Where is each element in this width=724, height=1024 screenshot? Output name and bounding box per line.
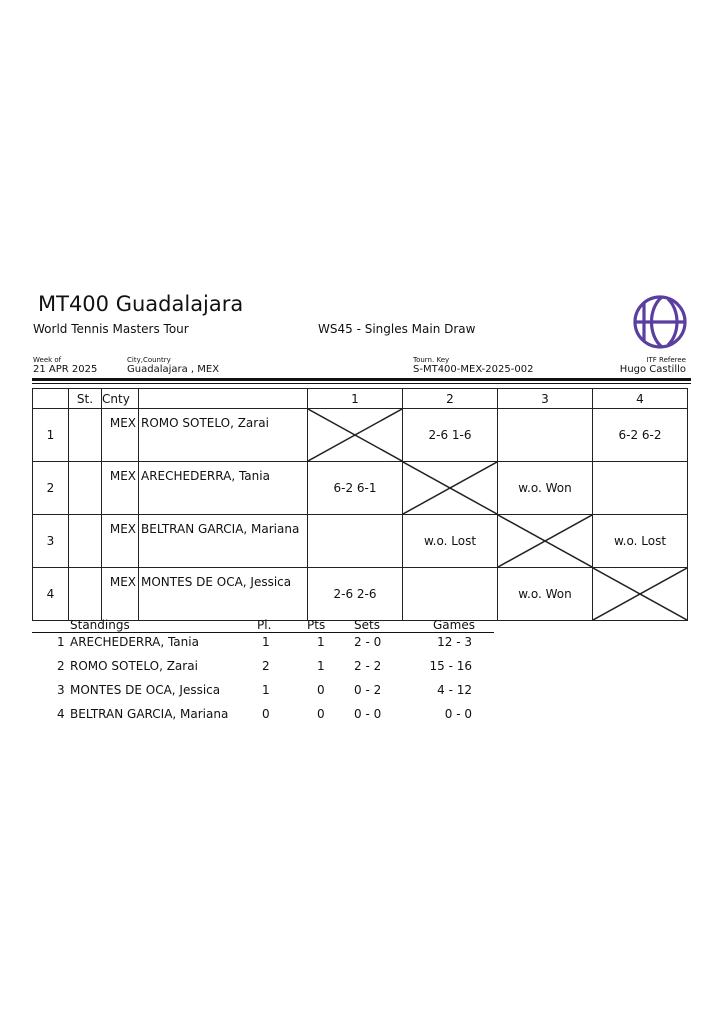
self-match-cell bbox=[308, 409, 403, 462]
week-label: Week of bbox=[33, 356, 62, 364]
standings-played: 0 bbox=[262, 707, 270, 721]
draw-header-col-4: 4 bbox=[593, 389, 688, 409]
match-result bbox=[403, 568, 498, 621]
standings-games: 4 - 12 bbox=[437, 683, 472, 697]
player-seed: 3 bbox=[33, 515, 69, 568]
player-seed: 4 bbox=[33, 568, 69, 621]
tour-name: World Tennis Masters Tour bbox=[33, 322, 189, 336]
standings-games: 15 - 16 bbox=[429, 659, 472, 673]
match-result: 6-2 6-1 bbox=[308, 462, 403, 515]
referee-label: ITF Referee bbox=[646, 356, 686, 364]
tournament-title: MT400 Guadalajara bbox=[38, 292, 244, 316]
standings-rank: 4 bbox=[57, 707, 65, 721]
player-name: ROMO SOTELO, Zarai bbox=[139, 409, 308, 462]
standings-points: 0 bbox=[317, 707, 325, 721]
match-result: 2-6 2-6 bbox=[308, 568, 403, 621]
standings-header-pts: Pts bbox=[307, 618, 326, 632]
standings-played: 2 bbox=[262, 659, 270, 673]
player-seed: 1 bbox=[33, 409, 69, 462]
match-result bbox=[498, 409, 593, 462]
standings-played: 1 bbox=[262, 635, 270, 649]
standings-header-name: Standings bbox=[70, 618, 130, 632]
standings-rank: 2 bbox=[57, 659, 65, 673]
player-row bbox=[33, 409, 688, 462]
standings-header-sets: Sets bbox=[354, 618, 380, 632]
draw-header-col-2: 2 bbox=[403, 389, 498, 409]
player-status bbox=[69, 568, 102, 621]
standings-games: 0 - 0 bbox=[444, 707, 472, 721]
standings-player-name: MONTES DE OCA, Jessica bbox=[70, 683, 221, 697]
city-label: City,Country bbox=[127, 356, 171, 364]
draw-header-col-3: 3 bbox=[498, 389, 593, 409]
draw-header-row bbox=[33, 389, 688, 409]
draw-header-num bbox=[33, 389, 69, 409]
standings-player-name: ROMO SOTELO, Zarai bbox=[70, 659, 198, 673]
week-value: 21 APR 2025 bbox=[33, 364, 98, 375]
player-name: BELTRAN GARCIA, Mariana bbox=[139, 515, 308, 568]
city-value: Guadalajara , MEX bbox=[127, 364, 220, 375]
standings-played: 1 bbox=[262, 683, 270, 697]
standings-games: 12 - 3 bbox=[437, 635, 472, 649]
draw-header-st: St. bbox=[69, 389, 102, 409]
cross-out-icon bbox=[403, 462, 497, 514]
player-row bbox=[33, 515, 688, 568]
player-name: MONTES DE OCA, Jessica bbox=[139, 568, 308, 621]
match-result: w.o. Won bbox=[498, 462, 593, 515]
match-result: w.o. Won bbox=[498, 568, 593, 621]
standings-player-name: BELTRAN GARCIA, Mariana bbox=[70, 707, 229, 721]
match-result bbox=[593, 462, 688, 515]
key-value: S-MT400-MEX-2025-002 bbox=[413, 364, 534, 375]
player-row bbox=[33, 462, 688, 515]
player-row bbox=[33, 568, 688, 621]
self-match-cell bbox=[403, 462, 498, 515]
cross-out-icon bbox=[593, 568, 687, 620]
draw-header-col-1: 1 bbox=[308, 389, 403, 409]
self-match-cell bbox=[498, 515, 593, 568]
standings-header-games: Games bbox=[433, 618, 475, 632]
header-divider-thin bbox=[32, 383, 691, 384]
event-name: WS45 - Singles Main Draw bbox=[318, 322, 476, 336]
player-country: MEX bbox=[102, 568, 139, 621]
standings-sets: 0 - 2 bbox=[354, 683, 382, 697]
header-divider bbox=[32, 378, 691, 381]
standings-divider bbox=[32, 632, 494, 633]
player-name: ARECHEDERRA, Tania bbox=[139, 462, 308, 515]
standings-points: 0 bbox=[317, 683, 325, 697]
player-country: MEX bbox=[102, 409, 139, 462]
player-country: MEX bbox=[102, 462, 139, 515]
self-match-cell bbox=[593, 568, 688, 621]
standings-rank: 3 bbox=[57, 683, 65, 697]
match-result bbox=[308, 515, 403, 568]
standings-rank: 1 bbox=[57, 635, 65, 649]
standings-sets: 0 - 0 bbox=[354, 707, 382, 721]
match-result: 2-6 1-6 bbox=[403, 409, 498, 462]
cross-out-icon bbox=[308, 409, 402, 461]
player-seed: 2 bbox=[33, 462, 69, 515]
standings-sets: 2 - 0 bbox=[354, 635, 382, 649]
player-status bbox=[69, 515, 102, 568]
standings-header-pl: Pl. bbox=[257, 618, 272, 632]
referee-value: Hugo Castillo bbox=[619, 364, 686, 375]
draw-header-name bbox=[139, 389, 308, 409]
standings-points: 1 bbox=[317, 659, 325, 673]
match-result: w.o. Lost bbox=[593, 515, 688, 568]
standings-points: 1 bbox=[317, 635, 325, 649]
match-result: w.o. Lost bbox=[403, 515, 498, 568]
match-result: 6-2 6-2 bbox=[593, 409, 688, 462]
draw-header-cnty: Cnty bbox=[102, 389, 139, 409]
player-country: MEX bbox=[102, 515, 139, 568]
player-status bbox=[69, 462, 102, 515]
key-label: Tourn. Key bbox=[413, 356, 450, 364]
standings-sets: 2 - 2 bbox=[354, 659, 382, 673]
globe-tennis-logo-icon bbox=[632, 294, 688, 350]
round-robin-draw bbox=[32, 388, 688, 621]
standings-player-name: ARECHEDERRA, Tania bbox=[70, 635, 199, 649]
player-status bbox=[69, 409, 102, 462]
cross-out-icon bbox=[498, 515, 592, 567]
